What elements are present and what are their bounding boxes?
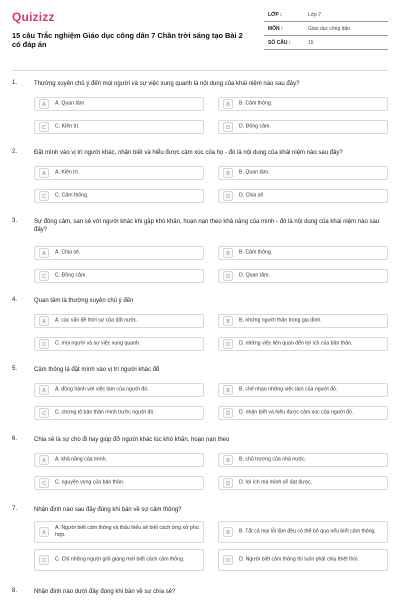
option-text: B. Quan tâm.	[239, 169, 270, 176]
option-text: A. đồng hành với việc làm của người đó.	[55, 386, 149, 393]
question-5	[12, 366, 388, 426]
option-b[interactable]	[218, 97, 388, 111]
option-letter: A	[39, 527, 49, 537]
option-text: D. Chia sẻ.	[239, 192, 265, 199]
option-text: C. Chỉ những người giỏi giang mới biết cách cảm thông.	[55, 556, 185, 563]
option-letter: A	[39, 99, 49, 109]
option-text: C. mọi người và sự việc xung quanh.	[55, 340, 141, 347]
option-letter: C	[39, 122, 49, 132]
option-text: A. Người biết cảm thông và thấu hiểu sẽ biết cách ứng xử phù hợp.	[55, 524, 199, 538]
option-letter: D	[223, 122, 233, 132]
option-c[interactable]	[34, 189, 204, 203]
option-letter: B	[223, 248, 233, 258]
question-text: Sự đồng cảm, san sẻ với người khác khi gặp khó khăn, hoạn nạn theo khả năng của mình - đó là nội dung của khái niệm nào sau đây?	[34, 219, 380, 234]
meta-key: LỚP :	[268, 11, 282, 18]
option-letter: D	[223, 408, 233, 418]
question-number: 5.	[12, 366, 18, 372]
option-b[interactable]	[218, 383, 388, 397]
option-letter: B	[223, 99, 233, 109]
option-text: A. Kiên trì.	[55, 169, 80, 176]
option-d[interactable]	[218, 120, 388, 134]
option-text: D. Đồng cảm.	[239, 123, 271, 130]
question-number: 6.	[12, 436, 18, 442]
option-text: A. Quan tâm.	[55, 100, 86, 107]
option-text: C. chứng tỏ bản thân mình trước người đó.	[55, 409, 155, 416]
option-a[interactable]	[34, 521, 204, 543]
worksheet-meta	[264, 8, 388, 50]
meta-key: MÔN :	[268, 25, 283, 32]
option-text: C. nguyện vọng của bản thân.	[55, 479, 125, 486]
meta-value: 15	[308, 39, 314, 46]
question-number: 7.	[12, 506, 18, 512]
option-letter: A	[39, 385, 49, 395]
option-b[interactable]	[218, 166, 388, 180]
question-4	[12, 297, 388, 357]
meta-row-count	[264, 36, 388, 50]
question-number: 4.	[12, 297, 18, 303]
option-letter: B	[223, 455, 233, 465]
option-text: A. các vấn đề thời sự của đất nước.	[55, 317, 138, 324]
question-number: 8.	[12, 588, 18, 594]
option-letter: B	[223, 168, 233, 178]
option-letter: C	[39, 191, 49, 201]
question-number: 2.	[12, 149, 18, 155]
option-letter: C	[39, 555, 49, 565]
question-text: Quan tâm là thường xuyên chú ý đến	[34, 298, 134, 304]
option-text: D. Người biết cảm thông thì luôn phải chịu thiệt thòi.	[239, 556, 359, 563]
option-letter: C	[39, 271, 49, 281]
question-text: Nhận định nào dưới đây đúng khi bàn về sự chia sẻ?	[34, 589, 176, 595]
option-d[interactable]	[218, 549, 388, 571]
option-text: A. Chia sẻ.	[55, 249, 81, 256]
option-letter: D	[223, 339, 233, 349]
question-text: Nhận định nào sau đây đúng khi bàn về sự cảm thông?	[34, 507, 182, 513]
option-text: B. Tất cả mọi lỗi lầm đều có thể bỏ qua nếu biết cảm thông.	[239, 528, 376, 535]
question-8	[12, 588, 388, 598]
option-b[interactable]	[218, 521, 388, 543]
option-letter: B	[223, 385, 233, 395]
option-text: D. lợi ích mà mình sẽ đạt được.	[239, 479, 313, 486]
option-c[interactable]	[34, 269, 204, 283]
question-number: 1.	[12, 80, 18, 86]
quizizz-logo: Quizizz	[12, 10, 55, 24]
option-a[interactable]	[34, 166, 204, 180]
option-text: D. nhận biết và hiểu được cảm xúc của người đó.	[239, 409, 354, 416]
option-letter: A	[39, 168, 49, 178]
option-text: D. Quan tâm.	[239, 272, 270, 279]
question-number: 3.	[12, 218, 18, 224]
option-letter: A	[39, 316, 49, 326]
option-c[interactable]	[34, 476, 204, 490]
option-a[interactable]	[34, 314, 204, 328]
worksheet-title: 15 câu Trắc nghiệm Giáo dục công dân 7 Chân trời sáng tạo Bài 2 có đáp án	[12, 31, 243, 49]
meta-key: SỐ CÂU :	[268, 39, 291, 46]
option-text: B. chế nhạo những việc làm của người đó.	[239, 386, 338, 393]
question-3	[12, 218, 388, 286]
option-text: B. những người thân trong gia đình.	[239, 317, 322, 324]
option-letter: B	[223, 527, 233, 537]
meta-row-grade	[264, 8, 388, 22]
question-6	[12, 436, 388, 496]
option-b[interactable]	[218, 246, 388, 260]
option-letter: D	[223, 271, 233, 281]
option-text: B. chủ trương của nhà nước.	[239, 456, 307, 463]
option-a[interactable]	[34, 383, 204, 397]
option-letter: A	[39, 455, 49, 465]
question-text: Cảm thông là đặt mình vào vị trí người khác để	[34, 367, 160, 373]
option-text: C. Đồng cảm.	[55, 272, 87, 279]
option-a[interactable]	[34, 246, 204, 260]
option-c[interactable]	[34, 549, 204, 571]
worksheet-header	[12, 8, 388, 60]
option-letter: C	[39, 478, 49, 488]
option-text: B. Cảm thông.	[239, 249, 273, 256]
option-b[interactable]	[218, 453, 388, 467]
option-d[interactable]	[218, 406, 388, 420]
question-text: Chia sẻ là sự cho đi hay giúp đỡ người khác lúc khó khăn, hoạn nạn theo	[34, 437, 230, 443]
question-2	[12, 149, 388, 209]
option-d[interactable]	[218, 337, 388, 351]
option-letter: A	[39, 248, 49, 258]
question-text: Đặt mình vào vị trí người khác, nhận biết và hiểu được cảm xúc của họ - đó là nội dung của khái niệm nào sau đây?	[34, 150, 343, 156]
question-text: Thường xuyên chủ ý đến mọi người và sự việc xung quanh là nội dung của khái niệm nào sau đây?	[34, 81, 300, 87]
option-letter: D	[223, 191, 233, 201]
option-d[interactable]	[218, 189, 388, 203]
option-text: B. Cảm thông.	[239, 100, 273, 107]
option-text: C. Cảm thông.	[55, 192, 89, 199]
option-d[interactable]	[218, 269, 388, 283]
option-a[interactable]	[34, 97, 204, 111]
option-d[interactable]	[218, 476, 388, 490]
header-divider	[12, 70, 388, 71]
option-text: A. khả năng của mình.	[55, 456, 107, 463]
meta-row-subject	[264, 22, 388, 36]
option-letter: D	[223, 555, 233, 565]
option-text: C. Kiên trì.	[55, 123, 80, 130]
option-c[interactable]	[34, 406, 204, 420]
option-a[interactable]	[34, 453, 204, 467]
meta-value: Giáo dục công dân	[308, 25, 350, 32]
option-letter: C	[39, 408, 49, 418]
option-letter: C	[39, 339, 49, 349]
question-7	[12, 506, 388, 582]
option-b[interactable]	[218, 314, 388, 328]
meta-value: Lớp 7	[308, 11, 322, 18]
option-c[interactable]	[34, 337, 204, 351]
option-letter: D	[223, 478, 233, 488]
option-c[interactable]	[34, 120, 204, 134]
option-letter: B	[223, 316, 233, 326]
option-text: D. những việc liên quan đến lợi ích của bản thân.	[239, 340, 353, 347]
question-1	[12, 80, 388, 140]
